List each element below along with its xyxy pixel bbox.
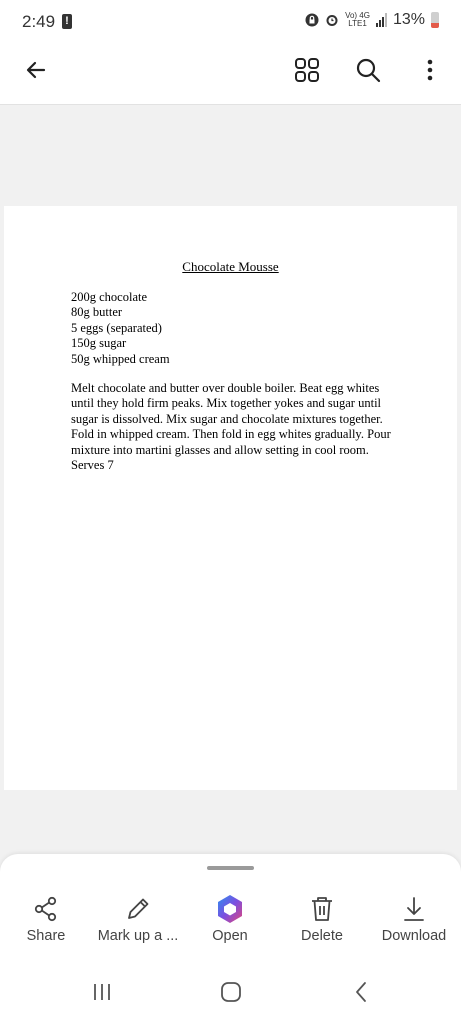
- list-item: 80g butter: [71, 305, 123, 320]
- back-arrow-icon: [24, 58, 48, 82]
- home-button[interactable]: [211, 978, 251, 1006]
- download-icon: [402, 895, 426, 923]
- more-options-button[interactable]: [410, 50, 450, 90]
- battery-icon: [431, 12, 439, 28]
- more-vert-icon: [426, 58, 434, 82]
- share-button[interactable]: [0, 892, 92, 944]
- pencil-icon: [125, 896, 151, 922]
- share-icon: [33, 896, 59, 922]
- signal-icon: [376, 13, 387, 27]
- grid-view-button[interactable]: [287, 50, 327, 90]
- open-button[interactable]: [184, 892, 276, 944]
- network-indicator: Vo) 4G LTE1: [345, 11, 370, 28]
- list-item: 50g whipped cream: [71, 351, 170, 366]
- list-item: 5 eggs (separated): [71, 320, 162, 335]
- document-page[interactable]: [4, 206, 457, 790]
- download-label: Download: [381, 928, 447, 944]
- office-logo-icon: [216, 894, 244, 924]
- share-label: Share: [26, 928, 66, 944]
- grid-view-icon: [294, 57, 320, 83]
- status-icons: [305, 11, 439, 29]
- status-bar: [0, 0, 461, 42]
- mark-up-label: Mark up a ...: [97, 928, 179, 944]
- sheet-drag-handle[interactable]: [207, 866, 254, 870]
- notification-alert-icon: !: [62, 14, 72, 29]
- chevron-left-icon: [354, 981, 368, 1003]
- lock-icon: [305, 13, 319, 27]
- battery-level: 13%: [392, 11, 425, 28]
- trash-icon: [309, 895, 335, 923]
- download-button[interactable]: [368, 892, 460, 944]
- alarm-icon: [325, 13, 339, 27]
- system-nav-bar: [0, 956, 461, 1024]
- list-item: 200g chocolate: [71, 290, 148, 304]
- search-icon: [355, 57, 381, 83]
- document-title: Chocolate Mousse: [182, 259, 279, 274]
- search-button[interactable]: [348, 50, 388, 90]
- open-label: Open: [212, 928, 248, 944]
- bottom-action-sheet: [0, 854, 461, 956]
- status-time: 2:49: [22, 12, 56, 31]
- back-button[interactable]: [16, 50, 56, 90]
- nav-back-button[interactable]: [341, 978, 381, 1006]
- ingredient-list: [71, 290, 170, 367]
- recent-apps-icon: [91, 982, 113, 1002]
- list-item: 150g sugar: [71, 336, 127, 351]
- recent-apps-button[interactable]: [82, 978, 122, 1006]
- method-paragraph: Melt chocolate and butter over double boiler. Beat egg whites until they hold firm peaks. Mix together yokes and sugar until sugar is dissolved. Mix sugar and chocolate mixtures together. Fold in whipped cream. Then fold in egg whites gradually. Pour mixture into martini glasses and allow setting in cool room. Serves 7: [71, 381, 391, 473]
- delete-label: Delete: [301, 928, 343, 944]
- app-bar: [0, 42, 461, 105]
- delete-button[interactable]: [276, 892, 368, 944]
- mark-up-button[interactable]: [92, 892, 184, 944]
- home-icon: [220, 981, 242, 1003]
